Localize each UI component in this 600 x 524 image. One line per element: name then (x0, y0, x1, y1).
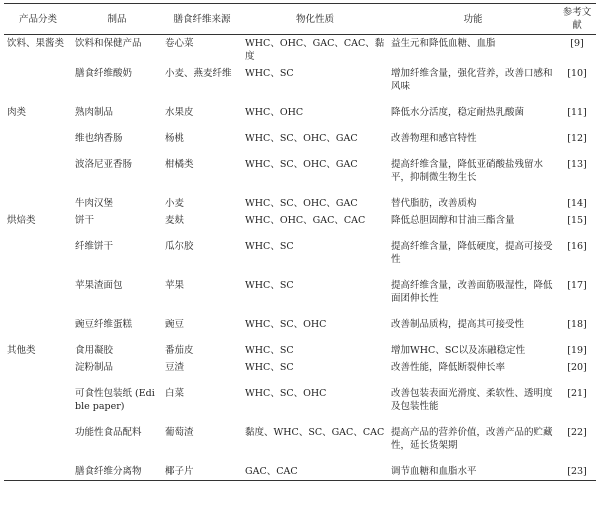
cell-product: 功能性食品配料 (75, 427, 142, 438)
table-container (4, 3, 596, 481)
cell-properties: WHC、SC、OHC、GAC (245, 133, 358, 144)
cell-reference: [20] (567, 362, 587, 373)
cell-function: 调节血糖和血脂水平 (388, 463, 558, 481)
cell-properties: WHC、SC (245, 345, 294, 356)
cell-category (4, 238, 72, 277)
cell-reference: [11] (567, 107, 587, 118)
cell-function: 替代脂肪，改善质构 (391, 198, 477, 209)
cell-product: 豌豆纤维蛋糕 (75, 319, 133, 330)
cell-fiber-source: 葡萄渣 (165, 427, 194, 438)
cell-function: 提高纤维含量，改善面筋吸湿性，降低面团伸长性 (391, 280, 553, 304)
cell-properties: GAC、CAC (242, 463, 388, 481)
cell-product: 淀粉制品 (75, 362, 114, 373)
table-row (4, 385, 596, 424)
table-row (4, 35, 596, 66)
cell-category: 肉类 (7, 107, 27, 118)
cell-fiber-source: 麦麸 (165, 215, 185, 226)
header-physicochemical-properties: 物化性质 (242, 4, 388, 35)
table-row (4, 342, 596, 359)
table-row (4, 463, 596, 481)
cell-reference: [15] (567, 215, 587, 226)
cell-function: 改善制品质构，提高其可接受性 (391, 319, 525, 330)
cell-reference: [17] (567, 280, 587, 291)
table-row (4, 212, 596, 238)
cell-product: 食用凝胶 (75, 345, 114, 356)
cell-fiber-source: 小麦、燕麦纤维 (165, 68, 232, 79)
cell-product: 饼干 (75, 215, 95, 226)
cell-properties: WHC、OHC、GAC、CAC (245, 215, 366, 226)
cell-category (4, 277, 72, 316)
cell-function: 增加WHC、SC以及冻融稳定性 (391, 345, 526, 356)
cell-properties: WHC、SC (245, 362, 294, 373)
table-row (4, 156, 596, 195)
cell-function: 改善物理和感官特性 (391, 133, 477, 144)
cell-fiber-source: 小麦 (165, 198, 185, 209)
header-function: 功能 (388, 4, 558, 35)
cell-properties: WHC、SC (245, 280, 294, 291)
cell-category (4, 385, 72, 424)
header-reference: 参考文献 (558, 4, 596, 35)
cell-function: 降低总胆固醇和甘油三酯含量 (391, 215, 515, 226)
cell-fiber-source: 杨桃 (165, 133, 185, 144)
cell-product: 膳食纤维分离物 (72, 463, 162, 481)
cell-function: 改善包装表面光滑度、柔软性、透明度及包装性能 (391, 388, 553, 412)
cell-properties: WHC、OHC (245, 107, 304, 118)
cell-function: 提高纤维含量，降低亚硝酸盐残留水平，抑制微生物生长 (391, 159, 544, 183)
cell-fiber-source: 柑橘类 (165, 159, 194, 170)
cell-function: 降低水分活度，稳定耐热乳酸菌 (391, 107, 525, 118)
cell-properties: WHC、SC、OHC (245, 319, 327, 330)
cell-fiber-source: 瓜尔胶 (165, 241, 194, 252)
cell-category (4, 316, 72, 342)
cell-properties: WHC、SC、OHC (245, 388, 327, 399)
cell-fiber-source: 豆渣 (165, 362, 185, 373)
cell-product: 饮料和保健产品 (75, 38, 142, 49)
cell-reference: [14] (567, 198, 587, 209)
cell-fiber-source: 卷心菜 (165, 38, 194, 49)
cell-product: 苹果渣面包 (75, 280, 123, 291)
cell-product: 可食性包装纸 (Edible paper) (75, 388, 155, 412)
table-row (4, 65, 596, 104)
cell-reference: [23] (558, 463, 596, 481)
cell-category (4, 65, 72, 104)
cell-category (4, 195, 72, 212)
table-row (4, 130, 596, 156)
table-row (4, 238, 596, 277)
cell-properties: WHC、SC (245, 241, 294, 252)
table-row (4, 359, 596, 385)
cell-function: 益生元和降低血糖、血脂 (391, 38, 496, 49)
cell-fiber-source: 苹果 (165, 280, 185, 291)
cell-fiber-source: 椰子片 (162, 463, 242, 481)
cell-properties: WHC、SC、OHC、GAC (245, 159, 358, 170)
cell-properties: WHC、SC、OHC、GAC (245, 198, 358, 209)
cell-properties: 黏度、WHC、SC、GAC、CAC (245, 427, 385, 438)
header-category: 产品分类 (4, 4, 72, 35)
cell-category (4, 156, 72, 195)
cell-category: 烘焙类 (7, 215, 36, 226)
cell-product: 纤维饼干 (75, 241, 114, 252)
cell-product: 牛肉汉堡 (75, 198, 114, 209)
dietary-fiber-applications-table (4, 3, 596, 481)
cell-fiber-source: 水果皮 (165, 107, 194, 118)
cell-category (4, 359, 72, 385)
cell-product: 维也纳香肠 (75, 133, 123, 144)
cell-reference: [13] (567, 159, 587, 170)
cell-category (4, 463, 72, 481)
cell-properties: WHC、OHC、GAC、CAC、黏度 (245, 38, 385, 62)
cell-reference: [21] (567, 388, 587, 399)
table-row (4, 195, 596, 212)
table-row (4, 424, 596, 463)
cell-product: 熟肉制品 (75, 107, 114, 118)
cell-reference: [12] (567, 133, 587, 144)
cell-fiber-source: 白菜 (165, 388, 185, 399)
header-product: 制品 (72, 4, 162, 35)
cell-category: 其他类 (7, 345, 36, 356)
cell-product: 膳食纤维酸奶 (75, 68, 133, 79)
table-header-row (4, 4, 596, 35)
cell-function: 提高产品的营养价值，改善产品的贮藏性，延长货架期 (391, 427, 553, 451)
cell-reference: [18] (567, 319, 587, 330)
cell-function: 提高纤维含量，降低硬度，提高可接受性 (391, 241, 553, 265)
cell-reference: [22] (567, 427, 587, 438)
cell-category (4, 130, 72, 156)
cell-function: 增加纤维含量，强化营养，改善口感和风味 (391, 68, 553, 92)
cell-category (4, 424, 72, 463)
cell-function: 改善性能，降低断裂伸长率 (391, 362, 506, 373)
cell-reference: [16] (567, 241, 587, 252)
table-row (4, 277, 596, 316)
table-row (4, 316, 596, 342)
cell-reference: [10] (567, 68, 587, 79)
header-fiber-source: 膳食纤维来源 (162, 4, 242, 35)
cell-category: 饮料、果酱类 (7, 38, 65, 49)
cell-fiber-source: 豌豆 (165, 319, 185, 330)
cell-reference: [19] (567, 345, 587, 356)
cell-reference: [9] (570, 38, 584, 49)
table-row (4, 104, 596, 130)
cell-fiber-source: 番茄皮 (165, 345, 194, 356)
cell-properties: WHC、SC (245, 68, 294, 79)
cell-product: 波洛尼亚香肠 (75, 159, 133, 170)
